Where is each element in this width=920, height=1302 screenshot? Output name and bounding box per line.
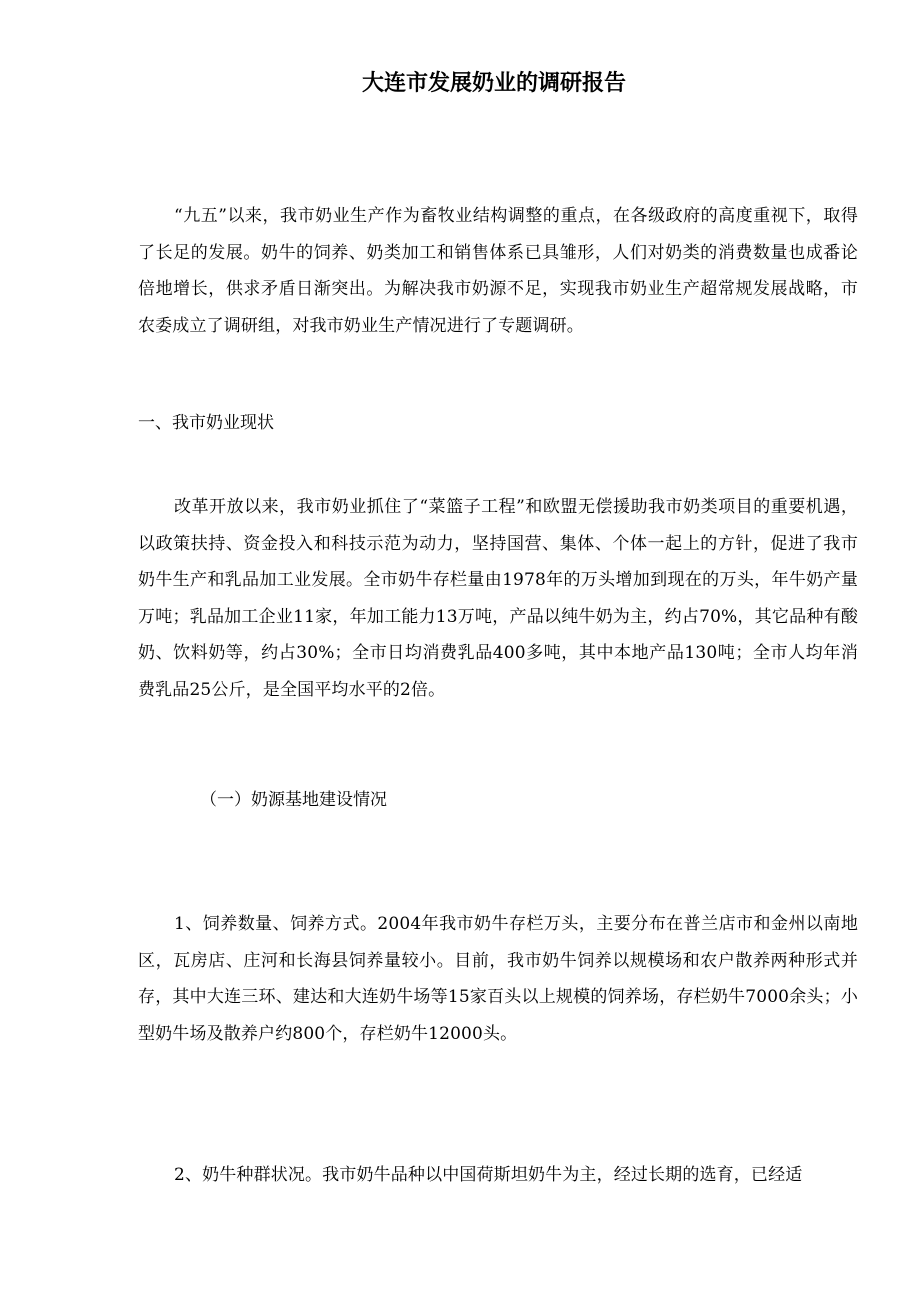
document-title: 大连市发展奶业的调研报告 [361, 71, 626, 96]
item-paragraph-1: 1、饲养数量、饲养方式。2004年我市奶牛存栏万头，主要分布在普兰店市和金州以南地区，瓦房店、庄河和长海县饲养量较小。目前，我市奶牛饲养以规模场和农户散养两种形式并存，其中大连三环、建达和大连奶牛场等15家百头以上规模的饲养场，存栏奶牛7000余头；小型奶牛场及散养户约800个，存栏奶牛12000头。 [138, 914, 858, 1044]
intro-paragraph: “九五”以来，我市奶业生产作为畜牧业结构调整的重点，在各级政府的高度重视下，取得了长足的发展。奶牛的饲养、奶类加工和销售体系已具雏形，人们对奶类的消费数量也成番论倍地增长，供求矛盾日渐突出。为解决我市奶源不足，实现我市奶业生产超常规发展战略，市农委成立了调研组，对我市奶业生产情况进行了专题调研。 [138, 206, 858, 336]
subsection-heading: （一）奶源基地建设情况 [200, 790, 387, 810]
item-paragraph-2: 2、奶牛种群状况。我市奶牛品种以中国荷斯坦奶牛为主，经过长期的选育，已经适 [174, 1165, 803, 1185]
section-heading: 一、我市奶业现状 [138, 413, 274, 433]
section-paragraph: 改革开放以来，我市奶业抓住了“菜篮子工程”和欧盟无偿援助我市奶类项目的重要机遇，以政策扶持、资金投入和科技示范为动力，坚持国营、集体、个体一起上的方针，促进了我市奶牛生产和乳品加工业发展。全市奶牛存栏量由1978年的万头增加到现在的万头，年牛奶产量万吨；乳品加工企业11家，年加工能力13万吨，产品以纯牛奶为主，约占70%，其它品种有酸奶、饮料奶等，约占30%；全市日均消费乳品400多吨，其中本地产品130吨；全市人均年消费乳品25公斤，是全国平均水平的2倍。 [138, 497, 858, 700]
